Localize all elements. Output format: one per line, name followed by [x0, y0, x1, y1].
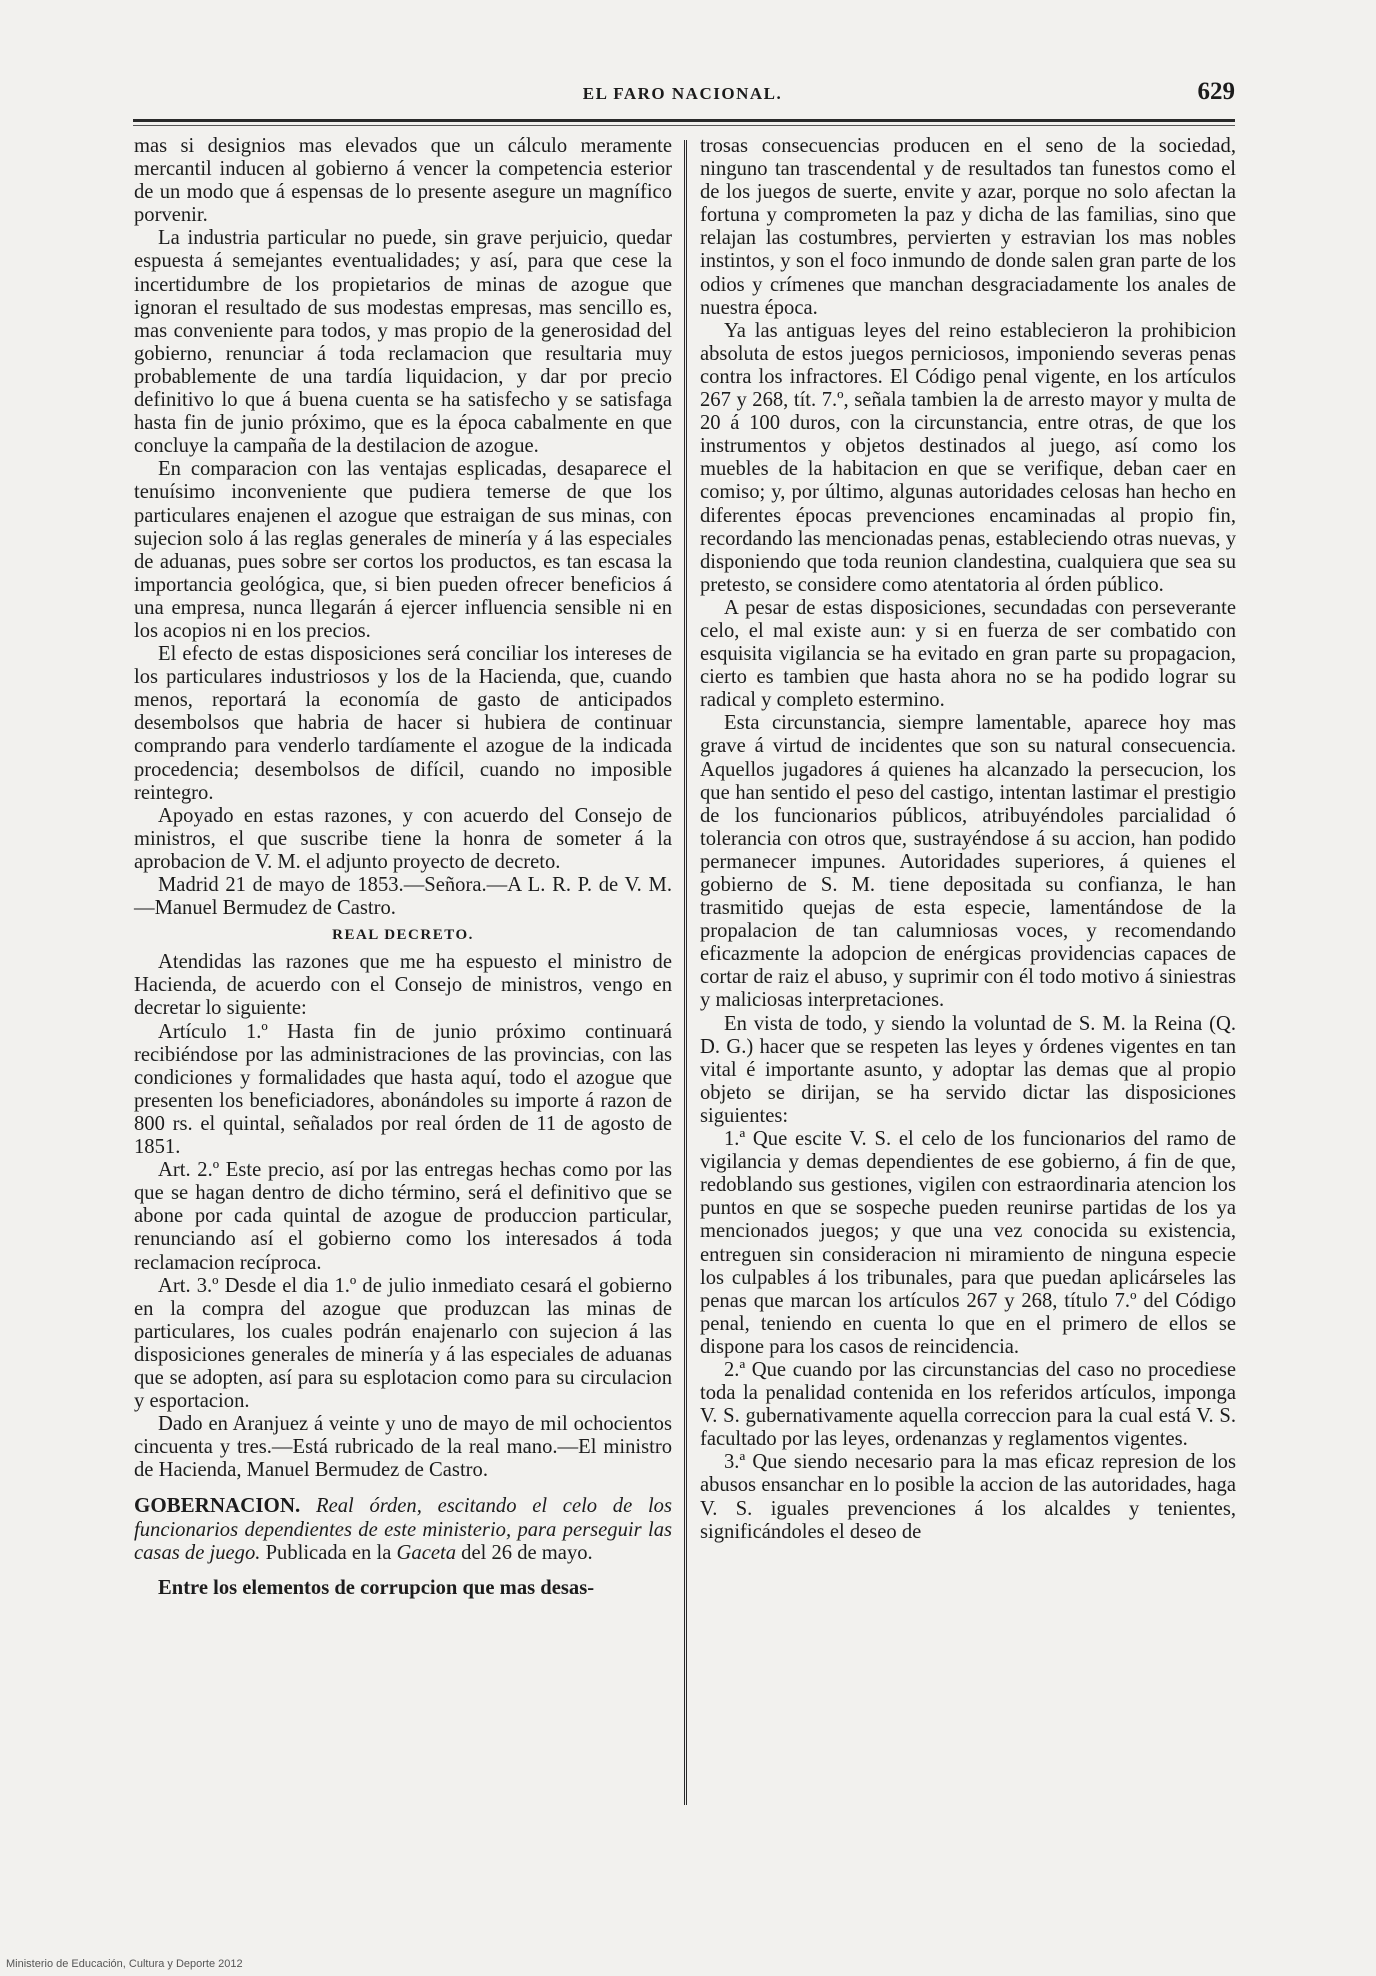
header-rule-thin [133, 125, 1235, 126]
date-signature: Madrid 21 de mayo de 1853.—Señora.—A L. R. P. de V. M.—Manuel Bermudez de Castro. [134, 874, 672, 920]
paragraph: Apoyado en estas razones, y con acuerdo del Consejo de ministros, el que suscribe tiene la honra de someter á la aprobacion de V. M. el adjunto proyecto de decreto. [134, 804, 672, 873]
decree-heading: REAL DECRETO. [332, 927, 474, 944]
header-rule [133, 119, 1235, 122]
paragraph: Dado en Aranjuez á veinte y uno de mayo de mil ochocientos cincuenta y tres.—Está rubricado de la real mano.—El ministro de Hacienda, Manuel Bermudez de Castro. [134, 1413, 672, 1482]
paragraph: Atendidas las razones que me ha espuesto el ministro de Hacienda, de acuerdo con el Consejo de ministros, vengo en decretar lo siguiente: [134, 951, 672, 1020]
page-number: 629 [1197, 78, 1235, 105]
disposition-2: 2.ª Que cuando por las circunstancias del caso no procediese toda la penalidad contenida en los referidos artículos, imponga V. S. gubernativamente aquella correccion para la cual está V. S. facultado por las leyes, ordenanzas y reglamentos vigentes. [700, 1358, 1236, 1451]
disposition-1: 1.ª Que escite V. S. el celo de los funcionarios del ramo de vigilancia y demas dependientes de ese gobierno, á fin de que, redoblando sus gestiones, vigilen con estraordinaria atencion los puntos en que se sospeche pueden reunirse partidas de los ya mencionados juegos; y que una vez conocida su existencia, entreguen sin consideracion ni miramiento de ninguna especie los culpables á los tribunales, para que puedan aplicárseles las penas que marcan los artículos 267 y 268, título 7.º del Código penal, teniendo en cuenta lo que en el primero de ellos se dispone para los casos de reincidencia. [700, 1128, 1236, 1358]
article-3: Art. 3.º Desde el dia 1.º de julio inmediato cesará el gobierno en la compra del azogue que produzcan las minas de particulares, los cuales podrán enajenarlo con sujecion á las disposiciones generales de minería y á las especiales de aduanas que se adopten, así para su esplotacion como para su circulacion y esportacion. [134, 1274, 672, 1413]
right-column [700, 135, 1236, 1544]
paragraph: trosas consecuencias producen en el seno de la sociedad, ninguno tan trascendental y de resultados tan funestos como el de los juegos de suerte, envite y azar, porque no solo afectan la fortuna y comprometen la paz y dicha de las familias, sino que relajan las costumbres, pervierten y estravian los mas nobles instintos, y son el foco inmundo de donde salen gran parte de los odios y crímenes que manchan desgraciadamente los anales de nuestra época. [700, 135, 1236, 319]
paragraph: Esta circunstancia, siempre lamentable, aparece hoy mas grave á virtud de incidentes que son su natural consecuencia. Aquellos jugadores á quienes ha alcanzado la persecucion, los que han sentido el peso del castigo, intentan lastimar el prestigio de los funcionarios públicos, atribuyéndoles parcialidad ó tolerancia con otros que, sustrayéndose á su accion, han podido permanecer impunes. Autoridades superiores, á quienes el gobierno de S. M. tiene depositada su confianza, le han trasmitido quejas de esta especie, lamentándose de la propalacion de tan calumniosas voces, y recomendando eficazmente la adopcion de enérgicas providencias capaces de cortar de raiz el abuso, y suprimir con él todo motivo á siniestras y maliciosas interpretaciones. [700, 712, 1236, 1012]
paragraph: mas si designios mas elevados que un cálculo meramente mercantil inducen al gobierno á vencer la competencia esterior de un modo que á espensas de lo presente asegure un magnífico porvenir. [134, 135, 672, 227]
disposition-3: 3.ª Que siendo necesario para la mas eficaz represion de los abusos ensanchar en lo posible la accion de las autoridades, haga V. S. iguales prevenciones á los alcaldes y tenientes, significándoles el deseo de [700, 1451, 1236, 1543]
paragraph: En comparacion con las ventajas esplicadas, desaparece el tenuísimo inconveniente que pudiera temerse de que los particulares enajenen el azogue que estraigan de sus minas, con sujecion solo á las reglas generales de minería y á las especiales de aduanas, pues sobre ser cortos los productos, es tan escasa la importancia geológica, que, si bien pueden ofrecer beneficios á una empresa, nunca llegarán á ejercer influencia sensible ni en los acopios ni en los precios. [134, 458, 672, 642]
column-divider [684, 140, 687, 1805]
footer-credit: Ministerio de Educación, Cultura y Deporte 2012 [6, 1958, 243, 1970]
paragraph: En vista de todo, y siendo la voluntad de S. M. la Reina (Q. D. G.) hacer que se respeten las leyes y órdenes vigentes en tan vital é importante asunto, y adoptar las demas que al propio objeto se dirijan, se ha servido dictar las disposiciones siguientes: [700, 1012, 1236, 1127]
left-column [134, 135, 672, 1600]
paragraph: A pesar de estas disposiciones, secundadas con perseverante celo, el mal existe aun: y si en fuerza de ser combatido con esquisita vigilancia se ha evitado en gran parte su propagacion, cierto es tambien que hasta ahora no se ha podido lograr su radical y completo estermino. [700, 596, 1236, 712]
paragraph: La industria particular no puede, sin grave perjuicio, quedar espuesta á semejantes eventualidades; y así, para que cese la incertidumbre de los propietarios de minas de azogue que ignoran el resultado de sus modestas empresas, mas sencillo es, mas conveniente para todos, y mas propio de la generosidad del gobierno, renunciar á toda reclamacion que resultaria muy probablemente de una tardía liquidacion, y dar por precio definitivo lo que á buena cuenta se ha satisfecho y se satisfaga hasta fin de junio próximo, que es la época cabalmente en que concluye la campaña de la destilacion de azogue. [134, 227, 672, 458]
page-header [130, 78, 1235, 114]
article-2: Art. 2.º Este precio, así por las entregas hechas como por las que se hagan dentro de dicho término, será el definitivo que se abone por cada quintal de azogue de produccion particular, renunciando así el gobierno como los interesados á toda reclamacion recíproca. [134, 1159, 672, 1274]
gaceta-name: Gaceta [396, 1541, 456, 1564]
paragraph: Entre los elementos de corrupcion que mas desas- [158, 1576, 595, 1599]
section-description: Real órden, escitando el celo de los funcionarios dependientes de este ministerio, para perseguir las casas de juego. [134, 1495, 672, 1564]
section-title: GOBERNACION. [134, 1493, 301, 1518]
paragraph: Ya las antiguas leyes del reino establecieron la prohibicion absoluta de estos juegos perniciosos, imponiendo severas penas contra los infractores. El Código penal vigente, en los artículos 267 y 268, tít. 7.º, señala tambien la de arresto mayor y multa de 20 á 100 duros, con la circunstancia, entre otras, de que los instrumentos y objetos destinados al juego, así como los muebles de la habitacion en que se verifique, deban caer en comiso; y, por último, algunas autoridades celosas han hecho en diferentes épocas prevenciones encaminadas al propio fin, recordando las mencionadas penas, estableciendo otras nuevas, y disponiendo que toda reunion clandestina, cualquiera que sea su pretesto, se considere como atentatoria al órden público. [700, 319, 1236, 596]
section-gobernacion [134, 1494, 672, 1564]
paragraph: El efecto de estas disposiciones será conciliar los intereses de los particulares industriosos y los de la Hacienda, que, cuando menos, reportará la economía de gasto de anticipados desembolsos que habria de hacer si hubiera de continuar comprando para venderlo tardíamente el azogue de la indicada procedencia; desembolsos de difícil, cuando no imposible reintegro. [134, 643, 672, 804]
article-1: Artículo 1.º Hasta fin de junio próximo continuará recibiéndose por las administraciones de las provincias, con las condiciones y formalidades que hasta aquí, todo el azogue que presenten los beneficiadores, abonándoles su importe á razon de 800 rs. el quintal, señalados por real órden de 11 de agosto de 1851. [134, 1020, 672, 1159]
section-publication-date: del 26 de mayo. [461, 1541, 593, 1564]
masthead: EL FARO NACIONAL. [582, 84, 783, 103]
section-publication: Publicada en la [265, 1541, 392, 1564]
